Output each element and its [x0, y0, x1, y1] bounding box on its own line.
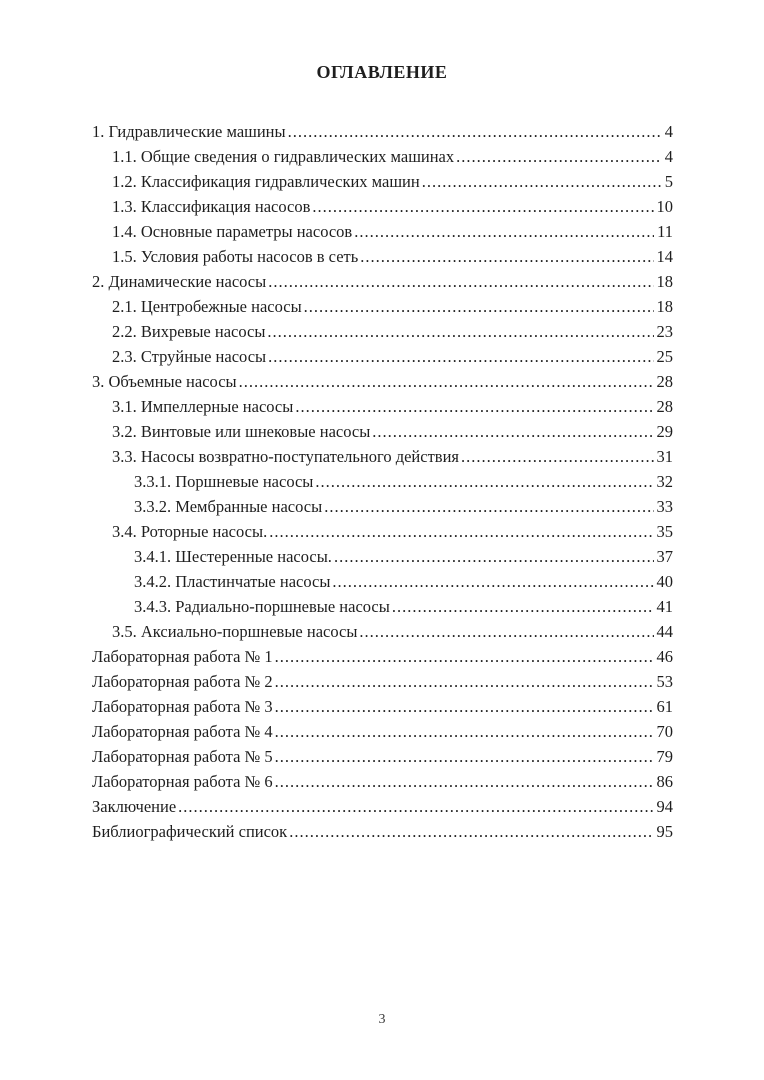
toc-dot-leader [268, 344, 653, 369]
toc-dot-leader [304, 294, 654, 319]
toc-entry-label: Лабораторная работа № 5 [92, 747, 273, 766]
toc-page-number: 18 [656, 272, 673, 291]
toc-entry [92, 494, 673, 519]
toc-entry [92, 169, 673, 194]
toc-page-number: 86 [656, 772, 673, 791]
toc-entry-label: Лабораторная работа № 2 [92, 672, 273, 691]
toc-entry-label: Лабораторная работа № 6 [92, 772, 273, 791]
toc-entry [92, 644, 673, 669]
toc-entry-label: Лабораторная работа № 1 [92, 647, 273, 666]
toc-page-number: 5 [664, 172, 673, 191]
toc-entry-label: Библиографический список [92, 822, 288, 841]
toc-entry [92, 544, 673, 569]
toc-entry-label: 2.2. Вихревые насосы [112, 322, 266, 341]
toc-entry [92, 394, 673, 419]
toc-dot-leader [239, 369, 654, 394]
toc-entry-label: 3.1. Импеллерные насосы [112, 397, 294, 416]
toc-entry [92, 794, 673, 819]
toc-dot-leader [456, 144, 662, 169]
toc-entry [92, 744, 673, 769]
toc-entry-label: 3.4. Роторные насосы. [112, 522, 268, 541]
toc-entry-label: Лабораторная работа № 3 [92, 697, 273, 716]
toc-entry-label: 3.3.1. Поршневые насосы [134, 472, 314, 491]
toc-dot-leader [422, 169, 662, 194]
page-title: ОГЛАВЛЕНИЕ [316, 62, 448, 82]
toc-page-number: 44 [656, 622, 673, 641]
toc-entry [92, 619, 673, 644]
toc-entry-label: 2. Динамические насосы [92, 272, 267, 291]
toc-entry-label: 1.2. Классификация гидравлических машин [112, 172, 420, 191]
toc-dot-leader [461, 444, 654, 469]
toc-dot-leader [268, 269, 653, 294]
toc-dot-leader [275, 719, 654, 744]
toc-dot-leader [295, 394, 653, 419]
toc-page-number: 29 [656, 422, 673, 441]
toc-dot-leader [275, 744, 654, 769]
toc-dot-leader [267, 319, 653, 344]
toc-entry-label: 1. Гидравлические машины [92, 122, 286, 141]
toc-page-number: 61 [656, 697, 673, 716]
toc-page-number: 4 [664, 147, 673, 166]
toc-entry [92, 244, 673, 269]
toc-page-number: 31 [656, 447, 673, 466]
toc-dot-leader [289, 819, 653, 844]
toc-dot-leader [324, 494, 653, 519]
toc-entry [92, 694, 673, 719]
toc-entry-label: Лабораторная работа № 4 [92, 722, 273, 741]
toc-entry [92, 119, 673, 144]
toc-dot-leader [334, 544, 654, 569]
toc-dot-leader [360, 244, 653, 269]
toc-dot-leader [275, 769, 654, 794]
toc-dot-leader [275, 644, 654, 669]
toc-entry [92, 769, 673, 794]
toc-page-number: 53 [656, 672, 673, 691]
toc-entry [92, 719, 673, 744]
toc-dot-leader [359, 619, 653, 644]
toc-dot-leader [275, 669, 654, 694]
toc-page-number: 11 [657, 222, 673, 241]
toc-entry-label: 3.3.2. Мембранные насосы [134, 497, 323, 516]
toc-page-number: 94 [656, 797, 673, 816]
toc-page-number: 41 [656, 597, 673, 616]
table-of-contents [92, 119, 673, 844]
toc-page-number: 23 [656, 322, 673, 341]
toc-dot-leader [315, 469, 653, 494]
toc-page-number: 70 [656, 722, 673, 741]
toc-page-number: 37 [656, 547, 673, 566]
toc-page-number: 33 [656, 497, 673, 516]
toc-entry-label: 3.2. Винтовые или шнековые насосы [112, 422, 371, 441]
toc-entry-label: 3.3. Насосы возвратно-поступательного действия [112, 447, 459, 466]
toc-entry-label: 2.3. Струйные насосы [112, 347, 267, 366]
toc-entry [92, 194, 673, 219]
toc-entry-label: 3. Объемные насосы [92, 372, 237, 391]
toc-entry [92, 294, 673, 319]
toc-dot-leader [269, 519, 653, 544]
toc-entry-label: 1.5. Условия работы насосов в сеть [112, 247, 359, 266]
toc-entry [92, 444, 673, 469]
toc-entry [92, 369, 673, 394]
toc-dot-leader [332, 569, 653, 594]
toc-page-number: 14 [656, 247, 673, 266]
toc-entry [92, 144, 673, 169]
toc-page-number: 25 [656, 347, 673, 366]
toc-entry-label: 3.4.2. Пластинчатые насосы [134, 572, 331, 591]
toc-page-number: 40 [656, 572, 673, 591]
toc-page-number: 18 [656, 297, 673, 316]
toc-entry [92, 219, 673, 244]
toc-dot-leader [275, 694, 654, 719]
toc-page-number: 10 [656, 197, 673, 216]
toc-entry [92, 344, 673, 369]
toc-entry [92, 569, 673, 594]
toc-entry [92, 469, 673, 494]
toc-page-number: 46 [656, 647, 673, 666]
toc-entry-label: 3.5. Аксиально-поршневые насосы [112, 622, 358, 641]
toc-entry-label: 3.4.3. Радиально-поршневые насосы [134, 597, 390, 616]
toc-entry [92, 519, 673, 544]
toc-dot-leader [288, 119, 662, 144]
toc-entry [92, 319, 673, 344]
toc-dot-leader [372, 419, 653, 444]
toc-entry [92, 269, 673, 294]
toc-entry [92, 819, 673, 844]
toc-entry [92, 669, 673, 694]
toc-page-number: 32 [656, 472, 673, 491]
page-number: 3 [378, 1012, 386, 1027]
toc-entry-label: 1.3. Классификация насосов [112, 197, 311, 216]
toc-entry-label: 3.4.1. Шестеренные насосы. [134, 547, 332, 566]
toc-dot-leader [392, 594, 654, 619]
toc-page-number: 35 [656, 522, 673, 541]
toc-page-number: 28 [656, 372, 673, 391]
toc-entry [92, 419, 673, 444]
toc-dot-leader [312, 194, 653, 219]
toc-page-number: 79 [656, 747, 673, 766]
toc-page-number: 4 [664, 122, 673, 141]
toc-entry [92, 594, 673, 619]
toc-entry-label: 1.1. Общие сведения о гидравлических машинах [112, 147, 455, 166]
toc-entry-label: Заключение [92, 797, 177, 816]
toc-page-number: 28 [656, 397, 673, 416]
toc-entry-label: 1.4. Основные параметры насосов [112, 222, 353, 241]
toc-dot-leader [354, 219, 654, 244]
toc-page-number: 95 [656, 822, 673, 841]
toc-dot-leader [178, 794, 653, 819]
toc-entry-label: 2.1. Центробежные насосы [112, 297, 302, 316]
